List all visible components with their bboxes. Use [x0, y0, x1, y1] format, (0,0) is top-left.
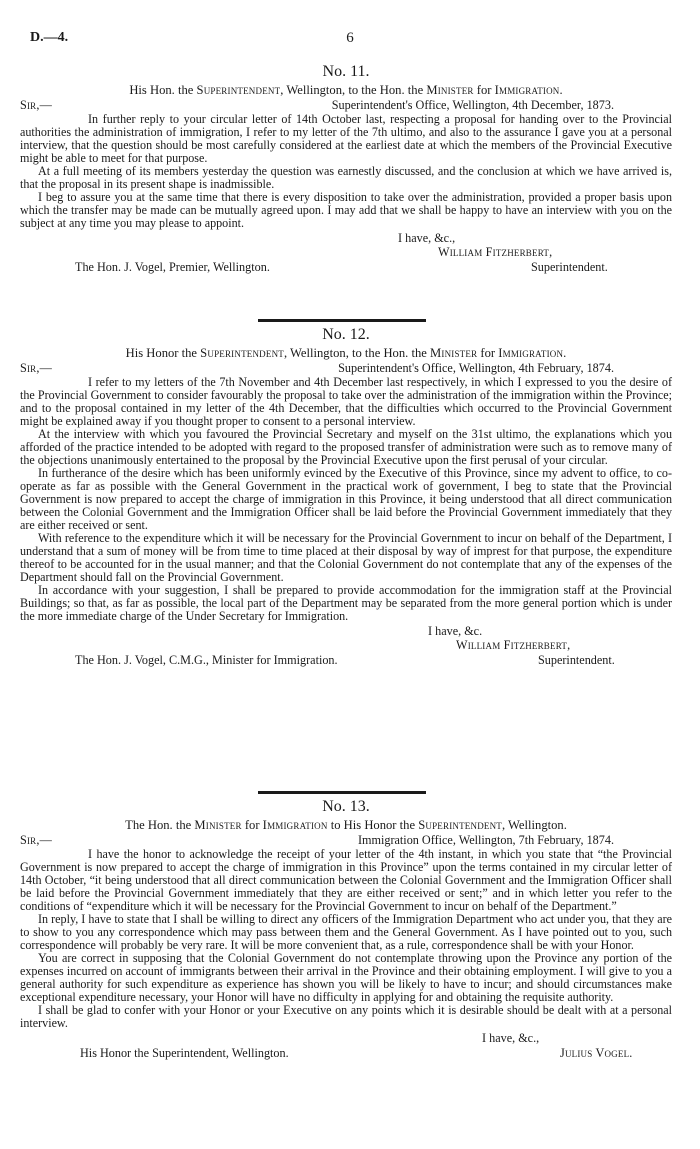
heading-from-title: Superintendent — [200, 346, 284, 360]
letter-heading — [20, 82, 672, 98]
paragraph: In further reply to your circular letter of 14th October last, respecting a proposal for handing over to the Provincial authorities the administration of immigration, I refer to my letter of the 7th ultimo, and also to the assurance I gave you at a personal interview, that the question should be most carefully considered at the earliest date at which the members of the Provincial Executive might be able to meet for that purpose. — [20, 112, 672, 165]
salutation-line — [20, 98, 672, 113]
heading-from-prefix: His Honor the — [125, 346, 201, 360]
closing-block — [20, 230, 672, 286]
heading-department: Immigration — [494, 83, 560, 97]
letter-number: No. 12. — [322, 326, 370, 343]
paragraph: At a full meeting of its members yesterday the question was earnestly discussed, and the conclusion at which we have arrived is, that the proposal in its present shape is inadmissible. — [20, 164, 672, 191]
heading-from-prefix: The Hon. the — [125, 818, 195, 832]
paragraph: I beg to assure you at the same time that there is every disposition to take over the administration, provided a proper basis upon which the transfer may be made can be mutually agreed upon. I may add that we shall be happy to have an interview with you on the subject at any time you may please to appoint. — [20, 190, 672, 230]
letter-number: No. 11. — [322, 63, 370, 80]
letter-heading — [20, 345, 672, 361]
office-date-line: Superintendent's Office, Wellington, 4th February, 1874. — [338, 361, 614, 375]
heading-for: for — [473, 83, 495, 97]
paragraph: You are correct in supposing that the Colonial Government do not contemplate throwing upon the Province any portion of the expenses incurred on account of immigrants between their arrival in the Province and their obtaining employment. I will give to you a general authority for such expenditure as experience has shown you will be likely to have to incur; and should circumstances make exceptional expenditure necessary, your Honor will have no difficulty in applying for and obtaining the requisite authority. — [20, 951, 672, 1004]
closing-block — [20, 623, 672, 671]
paragraph: In reply, I have to state that I shall be willing to direct any officers of the Immigration Department who act under you, that they are to show to you any correspondence which may pass between them and the General Government. As I have pointed out to you, such correspondence will probably be very rare. It will be more convenient that, as a rule, correspondence shall be with your Honor. — [20, 912, 672, 952]
letter-no-12 — [20, 325, 672, 671]
heading-from-title: Minister — [194, 818, 242, 832]
heading-department: Immigration — [498, 346, 564, 360]
heading-to-title: Minister — [429, 346, 478, 360]
salutation-line — [20, 833, 672, 848]
paragraph: I have the honor to acknowledge the receipt of your letter of the 4th instant, in which you state that “the Provincial Government is now prepared to accept the charge of immigration in this Province” upon the terms contained in my circular letter of 14th October, “it being understood that all direct communication between the Colonial Government and the Immigration Officer shall be laid before the Provincial Government immediately that they are either received or sent;” and in which letter you refer to the conditions of “expenditure which it will be necessary for the Provincial Government to incur on behalf of the Department.” — [20, 847, 672, 913]
signature: William Fitzherbert, — [456, 638, 571, 652]
heading-to-title: Immigration — [262, 818, 328, 832]
heading-from-prefix: His Hon. the — [129, 83, 197, 97]
heading-end: , Wellington. — [501, 818, 567, 832]
separator-rule — [258, 791, 426, 794]
closing-phrase: I have, &c., — [482, 1031, 540, 1045]
signatory-title: Superintendent. — [531, 260, 608, 274]
office-date-line: Superintendent's Office, Wellington, 4th December, 1873. — [331, 98, 614, 112]
heading-department: Superintendent — [418, 818, 502, 832]
heading-middle: for — [241, 818, 263, 832]
paragraph: In accordance with your suggestion, I shall be prepared to provide accommodation for the immigration staff at the Provincial Buildings; so that, as far as possible, the local part of the Department may be separated from the more general portion which is under the more immediate charge of the Under Secretary for Immigration. — [20, 583, 672, 623]
heading-end: . — [559, 83, 563, 97]
heading-for: for — [477, 346, 499, 360]
signature: Julius Vogel. — [560, 1046, 633, 1060]
heading-from-title: Superintendent — [196, 83, 281, 97]
heading-end: . — [563, 346, 567, 360]
addressee: The Hon. J. Vogel, C.M.G., Minister for Immigration. — [75, 653, 338, 667]
heading-middle: , Wellington, to the Hon. the — [283, 346, 430, 360]
letter-heading — [20, 817, 672, 833]
paragraph: At the interview with which you favoured the Provincial Secretary and myself on the 31st ultimo, the explanations which you afforded of the practice intended to be adopted with regard to the proposed transfer of administration were such as to remove many of the objections unanimously entertained to the proposal by the Provincial Executive upon the first perusal of your circular. — [20, 427, 672, 467]
page-number: 6 — [346, 30, 354, 46]
paragraph: I shall be glad to confer with your Honor or your Executive on any points which it is desirable should be dealt with at a personal interview. — [20, 1003, 672, 1030]
heading-for: to His Honor the — [327, 818, 419, 832]
signature: William Fitzherbert, — [438, 245, 553, 259]
closing-phrase: I have, &c., — [398, 231, 456, 245]
closing-block — [20, 1030, 672, 1064]
salutation-line — [20, 361, 672, 376]
paragraph: With reference to the expenditure which it will be necessary for the Provincial Government to incur on behalf of the Department, I understand that a sum of money will be from time to time placed at their disposal by way of imprest for that purpose, the expenditure thereof to be accounted for in the usual manner; and that the Colonial Government do not contemplate that any of the expenses of the Department should fall on the Provincial Government. — [20, 531, 672, 584]
heading-middle: , Wellington, to the Hon. the — [280, 83, 427, 97]
addressee: His Honor the Superintendent, Wellington. — [80, 1046, 289, 1060]
salutation: Sir,— — [20, 98, 53, 112]
paragraph: I refer to my letters of the 7th November and 4th December last respectively, in which I expressed to you the desire of the Provincial Government to consider favourably the proposal to take over the administration of the immigration within the Province; and to the proposal contained in my letter of the 4th December, that the difficulties which occurred to the Provincial Government might be explained away if you thought proper to consent to a personal interview. — [20, 375, 672, 428]
document-reference: D.—4. — [30, 30, 69, 45]
salutation: Sir,— — [20, 361, 53, 375]
office-date-line: Immigration Office, Wellington, 7th February, 1874. — [357, 833, 614, 847]
heading-to-title: Minister — [426, 83, 474, 97]
letter-no-11 — [20, 62, 672, 286]
addressee: The Hon. J. Vogel, Premier, Wellington. — [75, 260, 270, 274]
letter-no-13 — [20, 797, 672, 1064]
salutation: Sir,— — [20, 833, 53, 847]
paragraph: In furtherance of the desire which has been uniformly evinced by the Executive of this Province, since my advent to office, to co-operate as far as possible with the General Government in the practical work of government, I beg to state that the Provincial Government is now prepared to accept the charge of immigration in this Province, it being understood that all direct communication between the Colonial Government and the Immigration Officer shall be laid before the Provincial Government immediately that they are either received or sent. — [20, 466, 672, 532]
letter-number: No. 13. — [322, 798, 370, 815]
closing-phrase: I have, &c. — [428, 624, 483, 638]
separator-rule — [258, 319, 426, 322]
signatory-title: Superintendent. — [538, 653, 615, 667]
